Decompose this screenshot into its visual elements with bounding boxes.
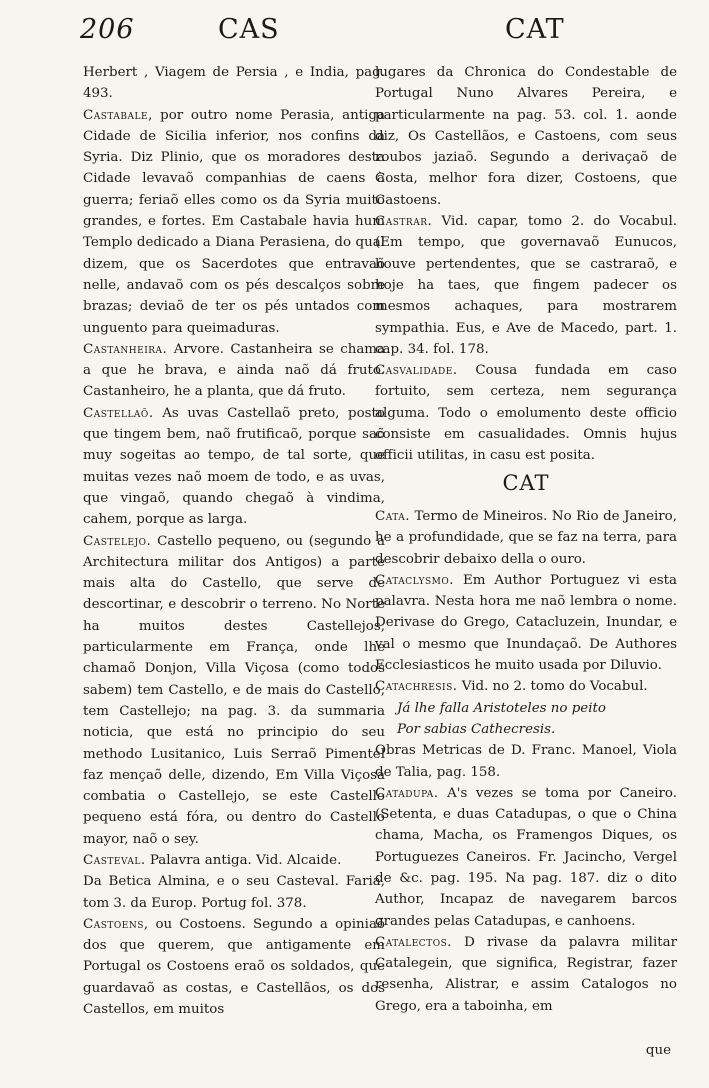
dictionary-entry xyxy=(83,531,385,850)
headword: Castrar. xyxy=(375,214,433,230)
dictionary-entry xyxy=(83,914,385,1020)
dictionary-entry xyxy=(83,403,385,531)
headword: Castellaõ. xyxy=(83,405,154,421)
entry-text: Em Author Portuguez vi esta palavra. Nesta hora me naõ lembra o nome. Derivase do Grego, Catacluzein, Inundar, e val o mesmo que Inundaçaõ. De Authores Ecclesiasticos he muito usada por Diluvio. xyxy=(375,572,677,674)
headword: Castanheira. xyxy=(83,341,168,357)
dictionary-entry xyxy=(375,506,677,570)
headword: Castabale xyxy=(83,107,149,123)
verse-line: Por sabias Cathecresis. xyxy=(397,721,556,737)
entry-text: D rivase da palavra militar Catalegein, que significa, Registrar, fazer resenha, Alistrar, e assim Catalogos no Grego, era a taboinha, em xyxy=(375,934,677,1014)
verse-line: Já lhe falla Aristoteles no peito xyxy=(397,700,606,716)
headword: Casvalidade. xyxy=(375,363,458,379)
page-number: 206 xyxy=(80,14,135,45)
entry-text: Castello pequeno, ou (segundo a Architectura militar dos Antigos) a parte mais alta do Castello, que serve de descortinar, e descobrir o terreno. No Norte ha muitos destes Castellejos, particularmente em França, onde lhe chamaõ Donjon, Villa Viçosa (como todos sabem) tem Castello, e de mais do Castello, tem Castellejo; na pag. 3. da summaria noticia, que está no principio do seu methodo Lusitanico, Luis Serraõ Pimentel faz mençaõ delle, dizendo, Em Villa Viçosa combatia o Castellejo, se este Castello pequeno está fóra, ou dentro do Castello mayor, naõ o sey. xyxy=(83,533,385,847)
entry-text: Arvore. Castanheira se chama a que he brava, e ainda naõ dá fruto. Castanheiro, he a planta, que dá fruto. xyxy=(83,341,385,400)
dictionary-entry xyxy=(83,871,385,914)
headword: Catachresis. xyxy=(375,679,458,695)
entry-text: Cousa fundada em caso fortuito, sem certeza, nem segurança alguma. Todo o emolumento deste officio consiste em casualidades. Omnis hujus officii utilitas, in casu est posita. xyxy=(375,363,677,464)
right-column xyxy=(375,62,677,1017)
dictionary-entry xyxy=(375,932,677,1017)
dictionary-entry xyxy=(375,570,677,676)
dictionary-entry xyxy=(83,850,385,871)
headword: Castoens xyxy=(83,916,144,932)
headword: Casteval. xyxy=(83,852,146,868)
entry-text: Termo de Mineiros. No Rio de Janeiro, he a profundidade, que se faz na terra, para descobrir debaixo della o ouro. xyxy=(375,508,677,567)
headword: Catadupa. xyxy=(375,785,439,801)
dictionary-entry xyxy=(83,339,385,403)
dictionary-entry xyxy=(375,676,677,697)
right-running-head: CAT xyxy=(505,14,565,45)
headword: Cata. xyxy=(375,508,411,524)
dictionary-entry xyxy=(375,62,677,211)
entry-text: Vid. no 2. tomo do Vocabul. xyxy=(457,679,648,695)
left-running-head: CAS xyxy=(218,14,280,45)
entry-text: A's vezes se toma por Caneiro. (Setenta, e duas Catadupas, o que o China chama, Macha, os Framengos Diques, os Portuguezes Caneiros. Fr. Jacincho, Vergel de &c. pag. 195. Na pag. 187. diz o dito Author, Incapaz de navegarem barcos grandes pelas Catadupas, e canhoens. xyxy=(375,785,677,929)
dictionary-entry xyxy=(83,62,385,105)
headword: Castelejo. xyxy=(83,533,152,549)
entry-text: Obras Metricas de D. Franc. Manoel, Viola de Talia, pag. 158. xyxy=(375,743,677,780)
entry-text: , por outro nome Perasia, antiga Cidade de Sicilia inferior, nos confins da Syria. Diz Plinio, que os moradores desta Cidade levavaõ companhias de caens à guerra; feriaõ elles como os da Syria muito grandes, e fortes. Em Castabale havia hum Templo dedicado a Diana Perasiena, do qual dizem, que os Sacerdotes que entravaõ nelle, andavaõ com os pés descalços sobre brazas; deviaõ de ter os pés untados com unguento para queimaduras. xyxy=(83,107,385,336)
entry-text: Palavra antiga. Vid. Alcaide. xyxy=(145,852,342,868)
entry-text: Da Betica Almina, e o seu Casteval. Faria, tom 3. da Europ. Portug fol. 378. xyxy=(83,874,385,911)
catchword: que xyxy=(645,1043,671,1058)
headword: Catalectos. xyxy=(375,934,452,950)
dictionary-entry xyxy=(375,211,677,360)
entry-text: , ou Costoens. Segundo a opiniaõ dos que querem, que antigamente em Portugal os Costoens eraõ os soldados, que guardavaõ as costas, e Castellãos, os dos Castellos, em muitos xyxy=(83,916,385,1018)
headword: Cataclysmo. xyxy=(375,572,455,588)
dictionary-entry xyxy=(375,740,677,783)
left-column xyxy=(83,62,385,1020)
entry-text: As uvas Castellaõ preto, posto que tingem bem, naõ frutificaõ, porque saõ muy sogeitas ao tempo, de tal sorte, que muitas vezes naõ moem de todo, e as uvas, que vingaõ, quando chegaõ à vindima, cahem, porque as larga. xyxy=(83,405,385,528)
entry-text: Vid. capar, tomo 2. do Vocabul. (Em tempo, que governavaõ Eunucos, houve pertendentes, que se castraraõ, e hoje ha taes, que fingem padecer os mesmos achaques, para mostrarem sympathia. Eus, e Ave de Macedo, part. 1. cap. 34. fol. 178. xyxy=(375,214,677,357)
section-title: CAT xyxy=(502,470,550,495)
entry-text: lugares da Chronica do Condestable de Portugal Nuno Alvares Pereira, e particularmente na pag. 53. col. 1. aonde diz, Os Castellãos, e Castoens, com seus roubos jaziaõ. Segundo a derivaçaõ de Costa, melhor fora dizer, Costoens, que Castoens. xyxy=(375,65,677,208)
dictionary-entry xyxy=(83,105,385,339)
entry-text: Herbert , Viagem de Persia , e India, pag. 493. xyxy=(83,65,385,102)
dictionary-entry xyxy=(375,360,677,466)
dictionary-entry xyxy=(375,783,677,932)
